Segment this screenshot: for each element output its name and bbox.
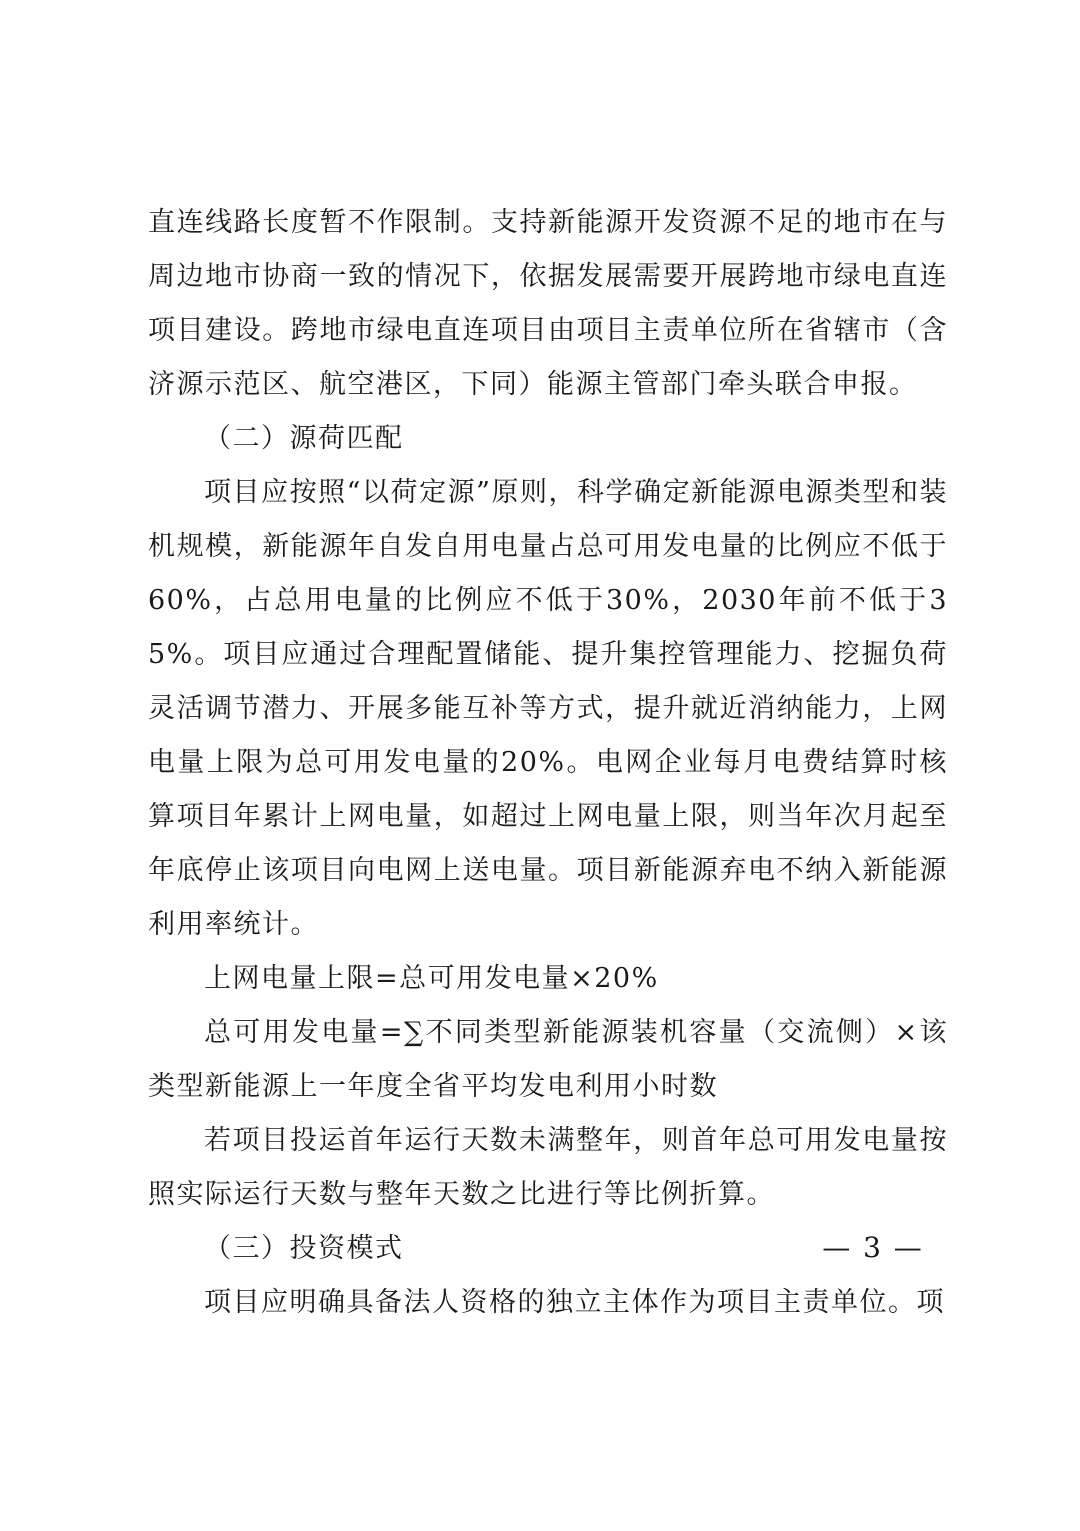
section-heading-investment-model: （三）投资模式	[204, 1233, 404, 1264]
formula-total-available-generation: 总可用发电量=∑不同类型新能源装机容量（交流侧）×该类型新能源上一年度全省平均发电利用小时数	[148, 1017, 948, 1102]
paragraph-source-load-rules: 项目应按照“以荷定源”原则，科学确定新能源电源类型和装机规模，新能源年自发自用电量占总可用发电量的比例应不低于60%，占总用电量的比例应不低于30%，2030年前不低于35%。项目应通过合理配置储能、提升集控管理能力、挖掘负荷灵活调节潜力、开展多能互补等方式，提升就近消纳能力，上网电量上限为总可用发电量的20%。电网企业每月电费结算时核算项目年累计上网电量，如超过上网电量上限，则当年次月起至年底停止该项目向电网上送电量。项目新能源弃电不纳入新能源利用率统计。	[148, 477, 948, 940]
paragraph-investment-model: 项目应明确具备法人资格的独立主体作为项目主责单位。项	[204, 1287, 945, 1318]
formula-grid-limit: 上网电量上限=总可用发电量×20%	[204, 963, 659, 994]
paragraph-first-year-proration: 若项目投运首年运行天数未满整年，则首年总可用发电量按照实际运行天数与整年天数之比进行等比例折算。	[148, 1125, 948, 1210]
paragraph-continuation: 直连线路长度暂不作限制。支持新能源开发资源不足的地市在与周边地市协商一致的情况下，依据发展需要开展跨地市绿电直连项目建设。跨地市绿电直连项目由项目主责单位所在省辖市（含济源示范区、航空港区，下同）能源主管部门牵头联合申报。	[148, 207, 948, 400]
section-heading-source-load-matching: （二）源荷匹配	[204, 423, 404, 454]
document-body	[148, 196, 948, 1330]
page-number: — 3 —	[822, 1231, 924, 1264]
